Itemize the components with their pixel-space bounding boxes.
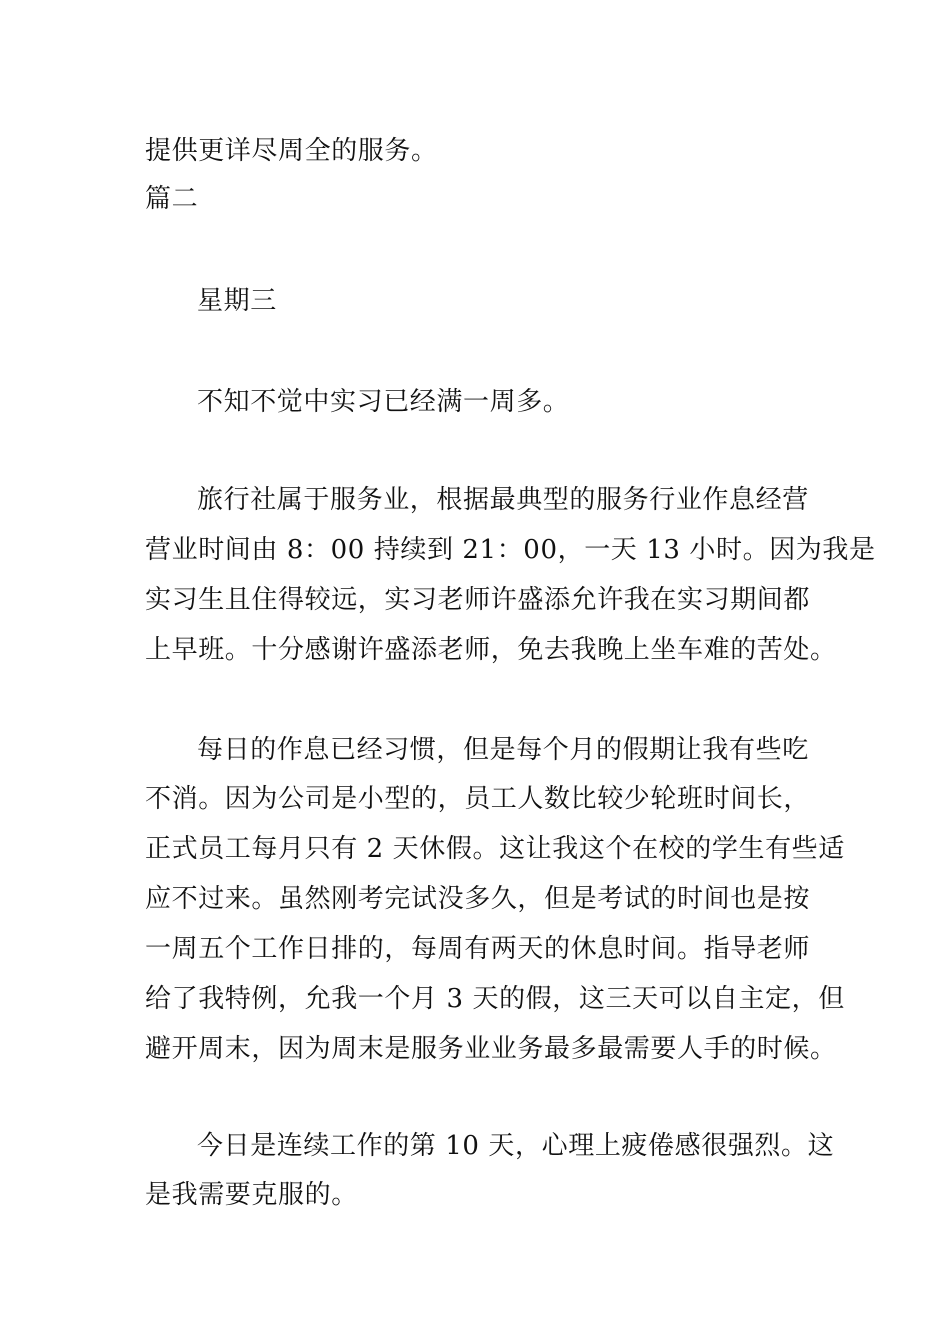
paragraph-line: 旅行社属于服务业，根据最典型的服务行业作息经营 bbox=[197, 485, 809, 515]
paragraph-line: 是我需要克服的。 bbox=[145, 1180, 358, 1210]
paragraph-line: 不知不觉中实习已经满一周多。 bbox=[197, 387, 570, 417]
paragraph-line: 应不过来。虽然刚考完试没多久，但是考试的时间也是按 bbox=[145, 884, 811, 914]
text-line: 提供更详尽周全的服务。 bbox=[145, 136, 438, 166]
paragraph-line: 正式员工每月只有 2 天休假。这让我这个在校的学生有些适 bbox=[145, 834, 845, 864]
paragraph-line: 实习生且住得较远，实习老师许盛添允许我在实习期间都 bbox=[145, 585, 811, 615]
paragraph-line: 给了我特例，允我一个月 3 天的假，这三天可以自主定，但 bbox=[145, 984, 845, 1014]
paragraph-line: 一周五个工作日排的，每周有两天的休息时间。指导老师 bbox=[145, 934, 811, 964]
paragraph-line: 营业时间由 8：00 持续到 21：00，一天 13 小时。因为我是 bbox=[145, 535, 876, 565]
paragraph-line: 每日的作息已经习惯，但是每个月的假期让我有些吃 bbox=[197, 735, 809, 765]
date-line: 星期三 bbox=[197, 286, 277, 316]
paragraph-line: 避开周末，因为周末是服务业业务最多最需要人手的时候。 bbox=[145, 1034, 837, 1064]
paragraph-line: 上早班。十分感谢许盛添老师，免去我晚上坐车难的苦处。 bbox=[145, 635, 837, 665]
section-heading: 篇二 bbox=[145, 184, 199, 214]
paragraph-line: 今日是连续工作的第 10 天，心理上疲倦感很强烈。这 bbox=[197, 1131, 835, 1161]
paragraph-line: 不消。因为公司是小型的，员工人数比较少轮班时间长， bbox=[145, 784, 811, 814]
